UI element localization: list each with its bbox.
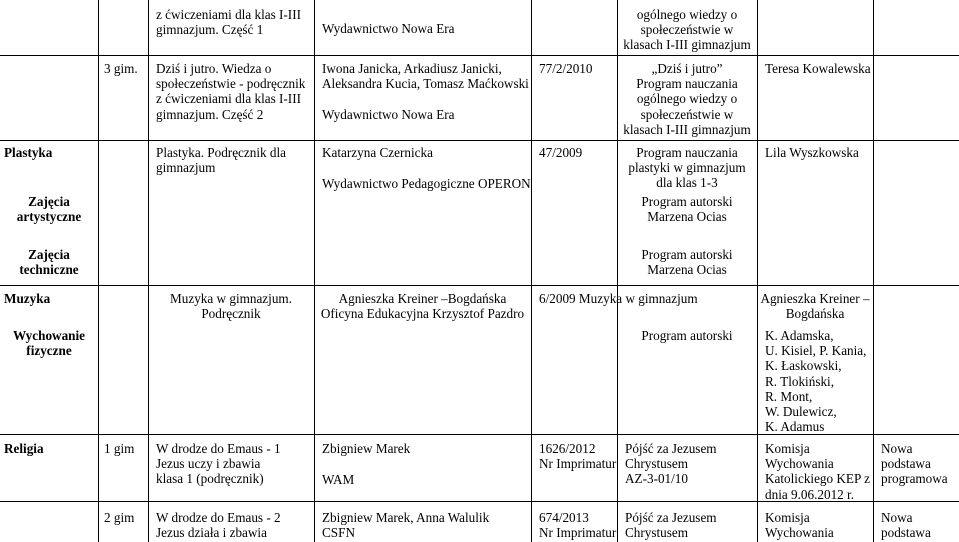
subject-cell — [4, 145, 52, 160]
cell-line: społeczeństwie w — [640, 106, 734, 122]
cell-line: Wychowania — [765, 525, 834, 541]
cell-line: 47/2009 — [539, 145, 583, 160]
cell-line: klasach I-III gimnazjum — [623, 121, 751, 137]
cell-line: R. Mont, — [765, 388, 813, 404]
authors-cell — [322, 61, 529, 91]
notes-cell — [881, 441, 948, 487]
textbook-title-cell — [156, 510, 281, 540]
approval-number-cell — [539, 145, 582, 160]
cell-line: 674/2013 — [539, 510, 589, 525]
cell-line: Chrystusem — [625, 456, 689, 472]
authors-cell — [322, 145, 433, 160]
cell-line: gimnazjum. Część 2 — [156, 106, 264, 122]
cell-line: dla klas 1-3 — [656, 175, 718, 191]
cell-line: Zajęcia — [28, 194, 70, 209]
textbook-title-cell — [156, 7, 301, 37]
cell-line: Wychowania — [765, 456, 834, 472]
cell-line: Marzena Ocias — [647, 262, 727, 278]
teacher-cell — [765, 441, 870, 502]
teacher-cell — [765, 145, 859, 160]
cell-line: Nr Imprimatur — [539, 525, 617, 541]
cell-line: K. Adamska, — [765, 328, 834, 343]
cell-line: K. Adamus — [765, 419, 825, 435]
cell-line: programowa — [881, 471, 948, 487]
subject-cell — [4, 441, 44, 456]
cell-line: gimnazjum. Część 1 — [156, 22, 264, 38]
cell-line: podstawa — [881, 456, 931, 472]
cell-line: klasach I-III gimnazjum — [623, 37, 751, 53]
cell-line: Teresa Kowalewska — [765, 61, 871, 76]
cell-line: Nr Imprimatur — [539, 456, 617, 472]
cell-line: artystyczne — [16, 209, 82, 225]
cell-line: WAM — [322, 472, 355, 487]
publisher-cell — [322, 472, 354, 487]
cell-line: AZ-3-01/10 — [625, 471, 688, 487]
cell-line: Katolickiego KEP z — [765, 471, 870, 487]
cell-line: Katarzyna Czernicka — [322, 145, 433, 160]
authors-cell — [314, 291, 531, 321]
cell-line: U. Kisiel, P. Kania, — [765, 343, 867, 359]
cell-line: Zbigniew Marek — [322, 441, 411, 456]
subject-cell — [0, 194, 98, 224]
cell-line: W. Dulewicz, — [765, 404, 837, 420]
publisher-cell — [322, 21, 455, 36]
program-cell — [617, 61, 757, 137]
grade-cell — [104, 510, 134, 525]
subject-cell — [0, 328, 98, 358]
textbook-title-cell — [148, 291, 314, 321]
textbook-title-cell — [156, 145, 286, 175]
program-cell — [617, 328, 757, 343]
cell-line: ogólnego wiedzy o — [636, 91, 738, 107]
cell-line: 2 gim — [104, 510, 135, 525]
textbook-title-cell — [156, 441, 281, 487]
approval-number-cell — [539, 441, 616, 471]
subject-cell — [4, 291, 50, 306]
cell-line: Oficyna Edukacyjna Krzysztof Pazdro — [320, 306, 525, 322]
teacher-cell — [765, 510, 834, 540]
cell-line: fizyczne — [26, 343, 72, 359]
publisher-cell — [322, 176, 531, 191]
cell-line: Wydawnictwo Nowa Era — [322, 107, 455, 122]
program-cell — [617, 7, 757, 53]
cell-line: Muzyka — [4, 291, 51, 306]
cell-line: społeczeństwie - podręcznik — [156, 76, 306, 92]
cell-line: W drodze do Emaus - 1 — [156, 441, 281, 456]
cell-line: Bogdańska — [785, 306, 845, 322]
teacher-cell — [765, 328, 866, 434]
publisher-cell — [322, 107, 455, 122]
cell-line: Pójść za Jezusem — [625, 510, 717, 525]
program-cell — [617, 145, 757, 191]
cell-line: podstawa — [881, 525, 931, 541]
teacher-cell — [765, 61, 871, 76]
program-cell — [617, 194, 757, 224]
cell-line: Plastyka. Podręcznik dla — [156, 145, 287, 160]
cell-line: Lila Wyszkowska — [765, 145, 859, 160]
cell-line: Dziś i jutro. Wiedza o — [156, 61, 272, 76]
cell-line: 1626/2012 — [539, 441, 596, 456]
notes-cell — [881, 510, 931, 540]
cell-line: klasa 1 (podręcznik) — [156, 471, 264, 487]
cell-line: R. Tlokiński, — [765, 373, 835, 389]
cell-line: Program nauczania — [636, 76, 738, 92]
cell-line: Wydawnictwo Nowa Era — [322, 21, 455, 36]
cell-line: z ćwiczeniami dla klas I-III — [156, 7, 301, 22]
cell-line: Wydawnictwo Pedagogiczne OPERON — [322, 176, 531, 191]
cell-line: z ćwiczeniami dla klas I-III — [156, 91, 301, 107]
cell-line: Wychowanie — [12, 328, 86, 343]
cell-line: Jezus działa i zbawia — [156, 525, 267, 541]
grade-cell — [104, 61, 138, 76]
cell-line: 77/2/2010 — [539, 61, 593, 76]
subject-cell — [0, 247, 98, 277]
cell-line: Podręcznik — [201, 306, 261, 322]
cell-line: Religia — [4, 441, 44, 456]
cell-line: Jezus uczy i zbawia — [156, 456, 261, 472]
cell-line: Komisja — [765, 441, 810, 456]
cell-line: Aleksandra Kucia, Tomasz Maćkowski — [322, 76, 529, 92]
cell-line: 3 gim. — [104, 61, 138, 76]
cell-line: „Dziś i jutro” — [651, 61, 723, 76]
program-cell — [625, 441, 717, 487]
teacher-cell — [757, 291, 873, 321]
cell-line: Zbigniew Marek, Anna Walulik — [322, 510, 490, 525]
cell-line: Program autorski — [641, 328, 733, 343]
cell-line: Nowa — [881, 510, 913, 525]
cell-line: Program nauczania — [636, 145, 738, 160]
approval-number-cell — [539, 291, 698, 306]
cell-line: 1 gim — [104, 441, 135, 456]
cell-line: Muzyka w gimnazjum. — [170, 291, 292, 306]
cell-line: CSFN — [322, 525, 355, 541]
cell-line: Pójść za Jezusem — [625, 441, 717, 456]
cell-line: W drodze do Emaus - 2 — [156, 510, 281, 525]
cell-line: Zajęcia — [28, 247, 70, 262]
cell-line: dnia 9.06.2012 r. — [765, 486, 855, 502]
approval-number-cell — [539, 61, 592, 76]
cell-line: Agnieszka Kreiner – — [760, 291, 870, 306]
grade-cell — [104, 441, 134, 456]
cell-line: Marzena Ocias — [647, 209, 727, 225]
cell-line: plastyki w gimnazjum — [628, 160, 746, 176]
cell-line: 6/2009 Muzyka w gimnazjum — [539, 291, 698, 306]
cell-line: K. Łaskowski, — [765, 358, 842, 374]
cell-line: Program autorski — [641, 194, 733, 209]
cell-line: Plastyka — [4, 145, 53, 160]
cell-line: Chrystusem — [625, 525, 689, 541]
authors-cell — [322, 441, 410, 456]
approval-number-cell — [539, 510, 616, 540]
cell-line: gimnazjum — [156, 160, 216, 176]
cell-line: Iwona Janicka, Arkadiusz Janicki, — [322, 61, 502, 76]
cell-line: techniczne — [19, 262, 79, 278]
program-cell — [625, 510, 717, 540]
cell-line: społeczeństwie w — [640, 22, 734, 38]
cell-line: ogólnego wiedzy o — [636, 7, 738, 22]
cell-line: Program autorski — [641, 247, 733, 262]
textbook-title-cell — [156, 61, 305, 122]
cell-line: Nowa — [881, 441, 913, 456]
cell-line: Komisja — [765, 510, 810, 525]
authors-cell — [322, 510, 489, 540]
program-cell — [617, 247, 757, 277]
cell-line: Agnieszka Kreiner –Bogdańska — [338, 291, 507, 306]
